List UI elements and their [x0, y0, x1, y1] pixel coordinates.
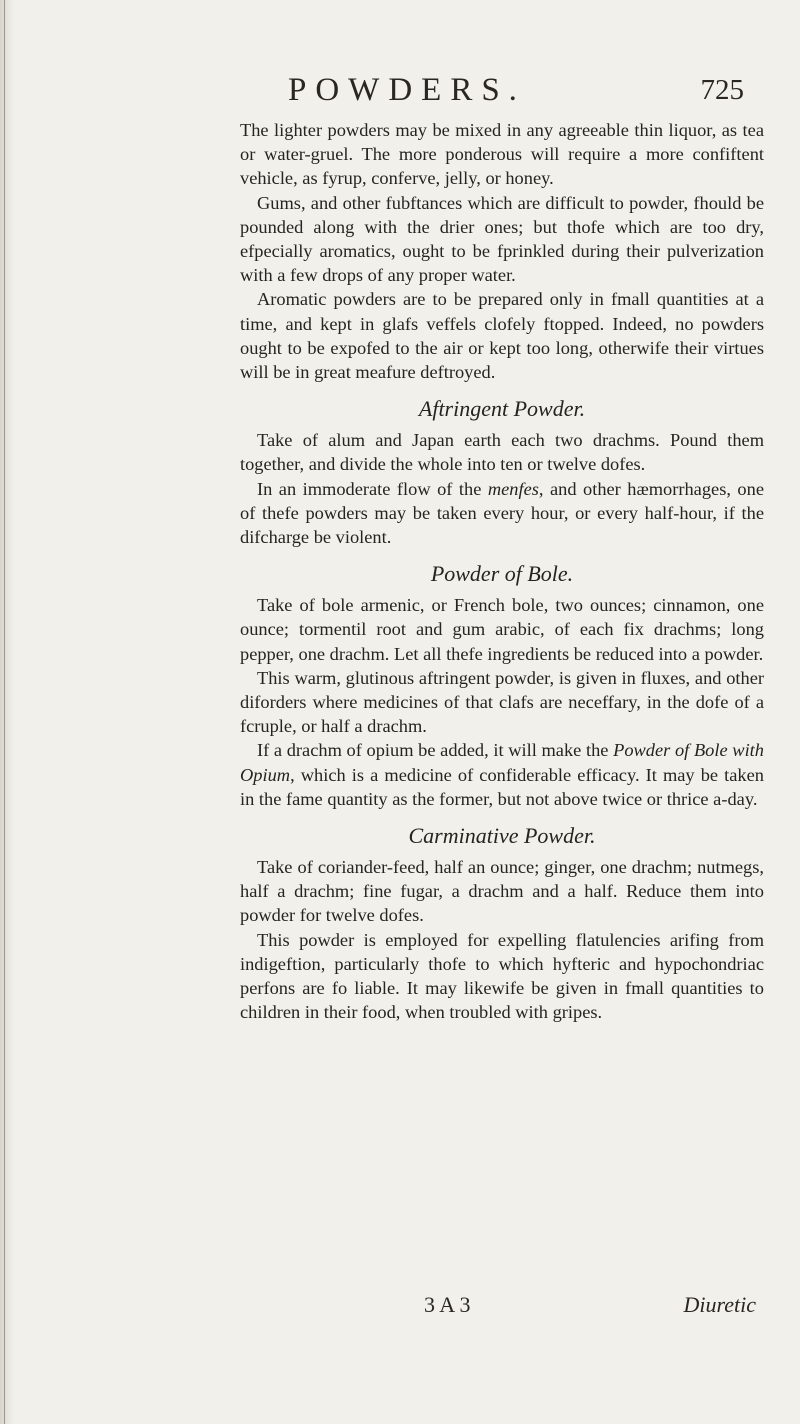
text-segment: In an immoderate flow of the: [257, 478, 488, 499]
paragraph-astringent-usage: [240, 477, 764, 550]
running-head: POWDERS.: [288, 72, 526, 108]
page-number: 725: [700, 74, 744, 106]
italic-term: Powder of Bole with Opium: [240, 740, 764, 785]
paragraph-astringent-recipe: Take of alum and Japan earth each two drachms. Pound them together, and divide the whole into ten or twelve dofes.: [240, 430, 764, 475]
paragraph-bole-with-opium: [240, 738, 764, 811]
paragraph-bole-usage: This warm, glutinous aftringent powder, is given in fluxes, and other diforders where medicines of that clafs are neceffary, in the dofe of a fcruple, or half a drachm.: [240, 667, 764, 737]
page-header: [238, 72, 762, 116]
catchword: Diuretic: [683, 1292, 756, 1317]
italic-term: menfes: [487, 478, 539, 499]
main-text: [240, 118, 764, 1025]
paragraph-carminative-recipe: Take of coriander-feed, half an ounce; ginger, one drachm; nutmegs, half a drachm; fine fugar, a drachm and a half. Reduce them into powder for twelve dofes.: [240, 857, 764, 926]
paragraph-carminative-usage: This powder is employed for expelling flatulencies arifing from indigeftion, particularly thofe to which hyfteric and hypochondriac perfons are fo liable. It may likewife be given in fmall quantities to children in their food, when troubled with gripes.: [240, 929, 764, 1023]
text-segment: , which is a medicine of confiderable efficacy. It may be taken in the fame quantity as the former, but not above twice or thrice a-day.: [240, 764, 764, 809]
signature-mark: 3 A 3: [424, 1292, 471, 1317]
paragraph-bole-recipe: Take of bole armenic, or French bole, two ounces; cinnamon, one ounce; tormentil root and gum arabic, of each fix drachms; long pepper, one drachm. Let all thefe ingredients be reduced into a powder.: [240, 595, 764, 664]
page-binding-edge: [0, 0, 14, 1424]
binding-line: [4, 0, 5, 1424]
paragraph-gums: Gums, and other fubftances which are difficult to powder, fhould be pounded along with the drier ones; but thofe which are too dry, efpecially aromatics, ought to be fprinkled during their pulverization with a few drops of any proper water.: [240, 192, 764, 286]
paragraph-vehicles: The lighter powders may be mixed in any agreeable thin liquor, as tea or water-gruel. The more ponderous will require a more confiftent vehicle, as fyrup, conferve, jelly, or honey.: [240, 120, 764, 189]
heading-carminative-powder: Carminative Powder.: [408, 823, 596, 849]
page-footer: [240, 1292, 764, 1324]
paragraph-aromatic-powders: Aromatic powders are to be prepared only in fmall quantities at a time, and kept in glafs veffels clofely ftopped. Indeed, no powders ought to be expofed to the air or kept too long, otherwife their virtues will be in great meafure deftroyed.: [240, 289, 764, 383]
heading-powder-of-bole: Powder of Bole.: [430, 561, 574, 587]
heading-astringent-powder: Aftringent Powder.: [418, 396, 586, 422]
text-segment: , and other hæmorrhages, one of thefe powders may be taken every hour, or every half-hour, if the difcharge be violent.: [240, 478, 764, 548]
text-segment: If a drachm of opium be added, it will make the: [257, 740, 614, 761]
